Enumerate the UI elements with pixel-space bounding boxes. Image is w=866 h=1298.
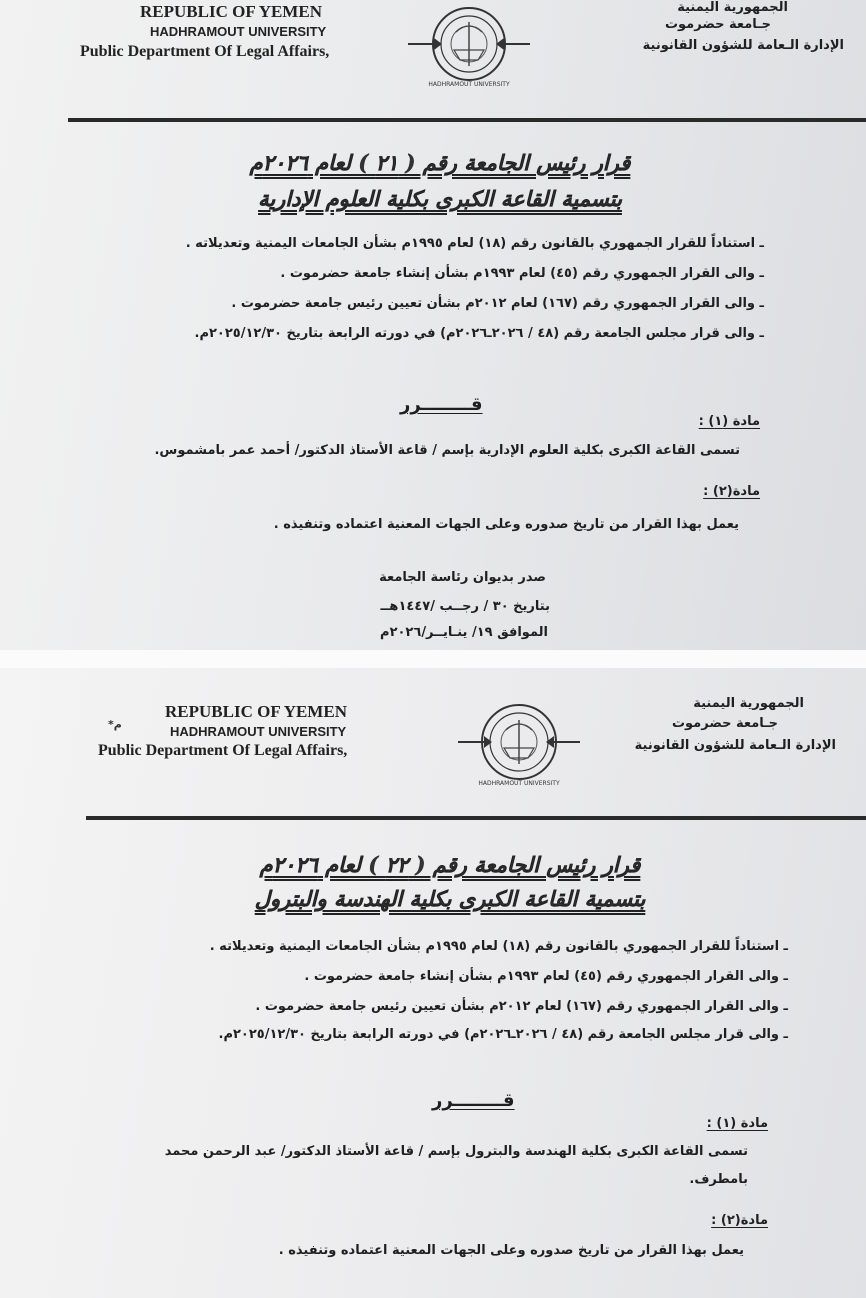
university-seal-icon	[454, 696, 584, 788]
header-ar-country: الجمهورية اليمنية	[677, 0, 788, 15]
header-en-department: Public Department Of Legal Affairs,	[80, 43, 330, 60]
header-ar-university: جـامعة حضرموت	[664, 17, 771, 32]
header-rule	[86, 816, 866, 820]
decree-heading: قــــــــرر	[400, 394, 483, 415]
preamble-line: ـ والى القرار الجمهوري رقم (٤٥) لعام ١٩٩٣م بشأن إنشاء جامعة حضرموت .	[304, 969, 788, 984]
preamble-line: ـ والى قرار مجلس الجامعة رقم (٤٨ / ٢٠٢٦ـ٢٠٢٦م) في دورته الرابعة بتاريخ ٢٠٢٥/١٢/٣٠م.	[194, 326, 764, 341]
header-ar-country: الجمهورية اليمنية	[693, 696, 804, 711]
header-en-university: HADHRAMOUT UNIVERSITY	[150, 24, 327, 39]
seal-ring-text: HADHRAMOUT UNIVERSITY	[428, 81, 510, 88]
preamble-line: ـ والى القرار الجمهوري رقم (٤٥) لعام ١٩٩٣م بشأن إنشاء جامعة حضرموت .	[280, 266, 764, 281]
issued-gregorian-date: الموافق ١٩/ ينـايــر/٢٠٢٦م	[380, 625, 548, 640]
header-en-department: Public Department Of Legal Affairs,	[98, 742, 348, 759]
article-1-label: مادة (١) :	[706, 1116, 768, 1131]
decree-title: قرار رئيس الجامعة رقم ( ٢٢ ) لعام ٢٠٢٦م	[259, 852, 641, 877]
article-2-text: يعمل بهذا القرار من تاريخ صدوره وعلى الجهات المعنية اعتماده وتنفيذه .	[278, 1243, 744, 1258]
decree-subject: بتسمية القاعة الكبرى بكلية العلوم الإدارية	[258, 186, 622, 211]
page-separator	[0, 650, 866, 668]
decree-heading: قــــــــرر	[432, 1090, 515, 1111]
header-en-university: HADHRAMOUT UNIVERSITY	[170, 724, 347, 739]
article-1-text: تسمى القاعة الكبرى بكلية الهندسة والبترول بإسم / قاعة الأستاذ الدكتور/ عبد الرحمن محمد	[164, 1144, 748, 1159]
article-2-label: مادة(٢) :	[711, 1213, 768, 1228]
article-2-text: يعمل بهذا القرار من تاريخ صدوره وعلى الجهات المعنية اعتماده وتنفيذه .	[273, 517, 739, 532]
preamble-line: ـ والى القرار الجمهوري رقم (١٦٧) لعام ٢٠١٢م بشأن تعيين رئيس جامعة حضرموت .	[231, 296, 764, 311]
decree-title: قرار رئيس الجامعة رقم ( ٢١ ) لعام ٢٠٢٦م	[249, 150, 631, 175]
header-ar-university: جـامعة حضرموت	[671, 716, 778, 731]
header-en-country: REPUBLIC OF YEMEN	[165, 702, 347, 721]
preamble-line: ـ استناداً للقرار الجمهوري بالقانون رقم (١٨) لعام ١٩٩٥م بشأن الجامعات اليمنية وتعديلاته .	[209, 939, 788, 954]
seal-ring-text: HADHRAMOUT UNIVERSITY	[478, 780, 560, 787]
margin-mark: *م	[108, 718, 122, 731]
preamble-line: ـ والى قرار مجلس الجامعة رقم (٤٨ / ٢٠٢٦ـ٢٠٢٦م) في دورته الرابعة بتاريخ ٢٠٢٥/١٢/٣٠م.	[218, 1027, 788, 1042]
article-1-label: مادة (١) :	[698, 414, 760, 429]
article-1-text: تسمى القاعة الكبرى بكلية العلوم الإدارية بإسم / قاعة الأستاذ الدكتور/ أحمد عمر بامشموس.	[154, 443, 740, 458]
header-ar-department: الإدارة الـعامة للشؤون القانونية	[634, 738, 836, 753]
header-en-country: REPUBLIC OF YEMEN	[140, 2, 322, 21]
decree-subject: بتسمية القاعة الكبرى بكلية الهندسة والبترول	[254, 886, 646, 911]
university-seal-icon	[404, 0, 534, 90]
decree-page-22	[0, 668, 866, 1298]
header-rule	[68, 118, 866, 122]
issued-hijri-date: بتاريخ ٣٠ / رجــب /١٤٤٧هــ	[380, 599, 550, 614]
preamble-line: ـ استناداً للقرار الجمهوري بالقانون رقم (١٨) لعام ١٩٩٥م بشأن الجامعات اليمنية وتعديلاته .	[185, 236, 764, 251]
article-1-text-continued: بامطرف.	[689, 1172, 748, 1187]
article-2-label: مادة(٢) :	[703, 484, 760, 499]
header-ar-department: الإدارة الـعامة للشؤون القانونية	[642, 38, 844, 53]
issued-place: صدر بديوان رئاسة الجامعة	[379, 570, 546, 585]
preamble-line: ـ والى القرار الجمهوري رقم (١٦٧) لعام ٢٠١٢م بشأن تعيين رئيس جامعة حضرموت .	[255, 999, 788, 1014]
